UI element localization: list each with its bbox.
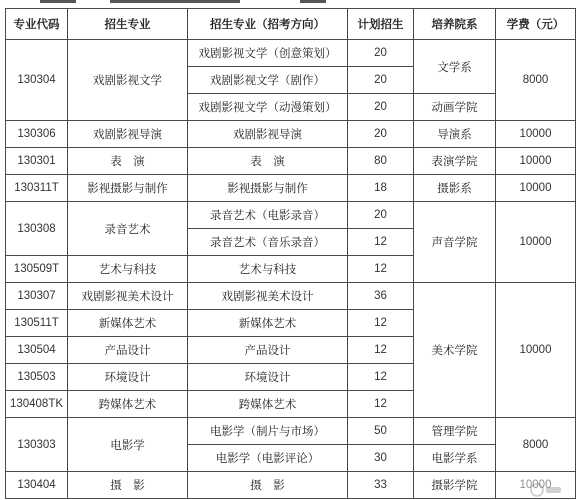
cell-plan: 50 [348, 418, 414, 445]
cell-plan: 80 [348, 148, 414, 175]
cell-plan: 36 [348, 283, 414, 310]
cell-code: 130304 [6, 40, 68, 121]
cell-plan: 12 [348, 337, 414, 364]
cell-direction: 摄 影 [188, 472, 348, 499]
cell-code: 130301 [6, 148, 68, 175]
cell-code: 130404 [6, 472, 68, 499]
cell-direction: 戏剧影视美术设计 [188, 283, 348, 310]
cell-code: 130511T [6, 310, 68, 337]
cell-major: 影视摄影与制作 [68, 175, 188, 202]
cell-code: 130307 [6, 283, 68, 310]
table-row [6, 472, 576, 499]
cell-direction: 戏剧影视文学（剧作） [188, 67, 348, 94]
table-row [6, 418, 576, 445]
cell-major: 跨媒体艺术 [68, 391, 188, 418]
cell-direction: 新媒体艺术 [188, 310, 348, 337]
cell-plan: 33 [348, 472, 414, 499]
cell-plan: 20 [348, 94, 414, 121]
cell-fee: 10000 [496, 175, 576, 202]
cell-fee: 8000 [496, 40, 576, 121]
cell-code: 130503 [6, 364, 68, 391]
cell-direction: 录音艺术（电影录音） [188, 202, 348, 229]
header-direction: 招生专业（招考方向） [188, 9, 348, 40]
table-row [6, 121, 576, 148]
cell-school: 文学系 [414, 40, 496, 94]
cell-direction: 录音艺术（音乐录音） [188, 229, 348, 256]
cell-major: 表 演 [68, 148, 188, 175]
cell-major: 戏剧影视文学 [68, 40, 188, 121]
table-row [6, 40, 576, 67]
cell-major: 艺术与科技 [68, 256, 188, 283]
cell-code: 130504 [6, 337, 68, 364]
header-major: 招生专业 [68, 9, 188, 40]
cell-major: 摄 影 [68, 472, 188, 499]
cell-major: 产品设计 [68, 337, 188, 364]
cell-direction: 电影学（电影评论） [188, 445, 348, 472]
cell-school: 摄影系 [414, 175, 496, 202]
cell-direction: 戏剧影视文学（创意策划） [188, 40, 348, 67]
cell-plan: 12 [348, 256, 414, 283]
cell-school: 表演学院 [414, 148, 496, 175]
cell-major: 电影学 [68, 418, 188, 472]
cell-major: 新媒体艺术 [68, 310, 188, 337]
cell-direction: 表 演 [188, 148, 348, 175]
cell-direction: 影视摄影与制作 [188, 175, 348, 202]
cell-school: 动画学院 [414, 94, 496, 121]
cell-direction: 产品设计 [188, 337, 348, 364]
cell-code: 130303 [6, 418, 68, 472]
cell-major: 戏剧影视导演 [68, 121, 188, 148]
header-code: 专业代码 [6, 9, 68, 40]
cell-plan: 12 [348, 310, 414, 337]
cell-plan: 12 [348, 229, 414, 256]
cell-direction: 戏剧影视导演 [188, 121, 348, 148]
enrollment-plan-table [5, 8, 576, 499]
watermark-logo-icon [529, 482, 563, 498]
header-school: 培养院系 [414, 9, 496, 40]
cell-plan: 20 [348, 202, 414, 229]
cell-fee: 10000 [496, 202, 576, 283]
table-header-row [6, 9, 576, 40]
cell-direction: 跨媒体艺术 [188, 391, 348, 418]
cell-plan: 12 [348, 391, 414, 418]
cell-fee: 10000 [496, 121, 576, 148]
cell-school: 美术学院 [414, 283, 496, 418]
table-row [6, 283, 576, 310]
cell-plan: 20 [348, 121, 414, 148]
cell-fee: 8000 [496, 418, 576, 472]
cell-fee: 10000 [496, 148, 576, 175]
cell-plan: 12 [348, 364, 414, 391]
cell-code: 130306 [6, 121, 68, 148]
cell-school: 导演系 [414, 121, 496, 148]
cell-fee: 10000 [496, 283, 576, 418]
cell-code: 130308 [6, 202, 68, 256]
cell-plan: 18 [348, 175, 414, 202]
table-row [6, 148, 576, 175]
cell-plan: 30 [348, 445, 414, 472]
cell-fee: 10000 [496, 472, 576, 499]
cell-school: 声音学院 [414, 202, 496, 283]
table-row [6, 202, 576, 229]
cell-code: 130408TK [6, 391, 68, 418]
cell-direction: 艺术与科技 [188, 256, 348, 283]
cell-code: 130509T [6, 256, 68, 283]
table-row [6, 175, 576, 202]
header-fee: 学费（元） [496, 9, 576, 40]
cell-code: 130311T [6, 175, 68, 202]
cell-direction: 电影学（制片与市场） [188, 418, 348, 445]
cell-major: 环境设计 [68, 364, 188, 391]
cell-plan: 20 [348, 67, 414, 94]
cell-major: 录音艺术 [68, 202, 188, 256]
cell-plan: 20 [348, 40, 414, 67]
cell-school: 摄影学院 [414, 472, 496, 499]
header-plan: 计划招生 [348, 9, 414, 40]
cell-direction: 环境设计 [188, 364, 348, 391]
cell-school: 管理学院 [414, 418, 496, 445]
cell-major: 戏剧影视美术设计 [68, 283, 188, 310]
cell-school: 电影学系 [414, 445, 496, 472]
top-clipped-text-line [0, 0, 585, 6]
cell-direction: 戏剧影视文学（动漫策划） [188, 94, 348, 121]
